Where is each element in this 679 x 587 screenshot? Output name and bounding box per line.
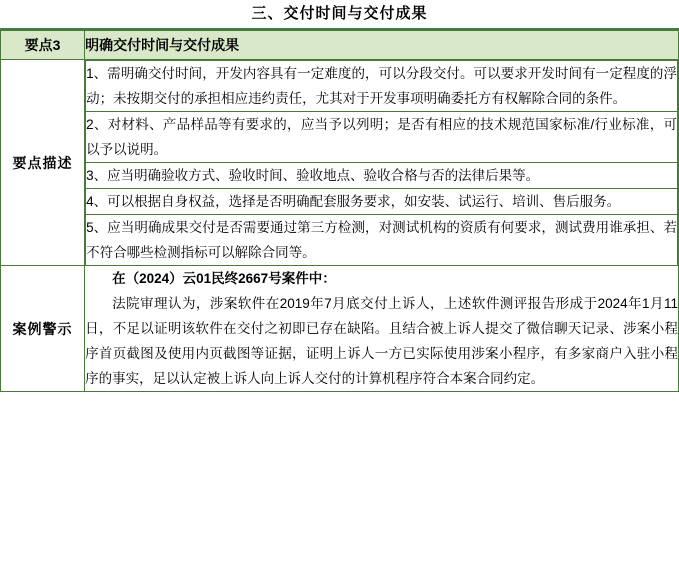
list-item	[86, 163, 678, 189]
list-item	[86, 112, 678, 163]
case-label-cell: 案例警示	[1, 266, 85, 392]
page-title: 三、交付时间与交付成果	[0, 0, 679, 30]
point-2: 2、对材料、产品样品等有要求的，应当予以列明；是否有相应的技术规范国家标准/行业标准，可以予以说明。	[86, 112, 678, 163]
content-table	[0, 30, 679, 392]
case-heading: 在（2024）云01民终2667号案件中：	[112, 271, 336, 286]
points-label-cell: 要点描述	[1, 60, 85, 266]
point-4: 4、可以根据自身权益，选择是否明确配套服务要求，如安装、试运行、培训、售后服务。	[86, 189, 678, 215]
case-body-cell	[85, 266, 679, 392]
table-header-row	[1, 31, 679, 60]
list-item	[86, 61, 678, 112]
point-3: 3、应当明确验收方式、验收时间、验收地点、验收合格与否的法律后果等。	[86, 163, 678, 189]
point-5: 5、应当明确成果交付是否需要通过第三方检测，对测试机构的资质有何要求，测试费用谁承担、若不符合哪些检测指标可以解除合同等。	[86, 215, 678, 266]
case-paragraph: 法院审理认为，涉案软件在2019年7月底交付上诉人，上述软件测评报告形成于2024年1月11日，不足以证明该软件在交付之初即已存在缺陷。且结合被上诉人提交了微信聊天记录、涉案小程序首页截图及使用内页截图等证据，证明上诉人一方已实际使用涉案小程序，有多家商户入驻小程序的事实，足以认定被上诉人向上诉人交付的计算机程序符合本案合同约定。	[85, 296, 678, 386]
list-item	[86, 215, 678, 266]
header-label-cell: 要点3	[1, 31, 85, 60]
points-row	[1, 60, 679, 266]
points-list	[85, 60, 678, 265]
points-body-cell	[85, 60, 679, 266]
case-row	[1, 266, 679, 392]
point-1: 1、需明确交付时间，开发内容具有一定难度的，可以分段交付。可以要求开发时间有一定程度的浮动；未按期交付的承担相应违约责任，尤其对于开发事项明确委托方有权解除合同的条件。	[86, 61, 678, 112]
header-text-cell: 明确交付时间与交付成果	[85, 31, 679, 60]
list-item	[86, 189, 678, 215]
